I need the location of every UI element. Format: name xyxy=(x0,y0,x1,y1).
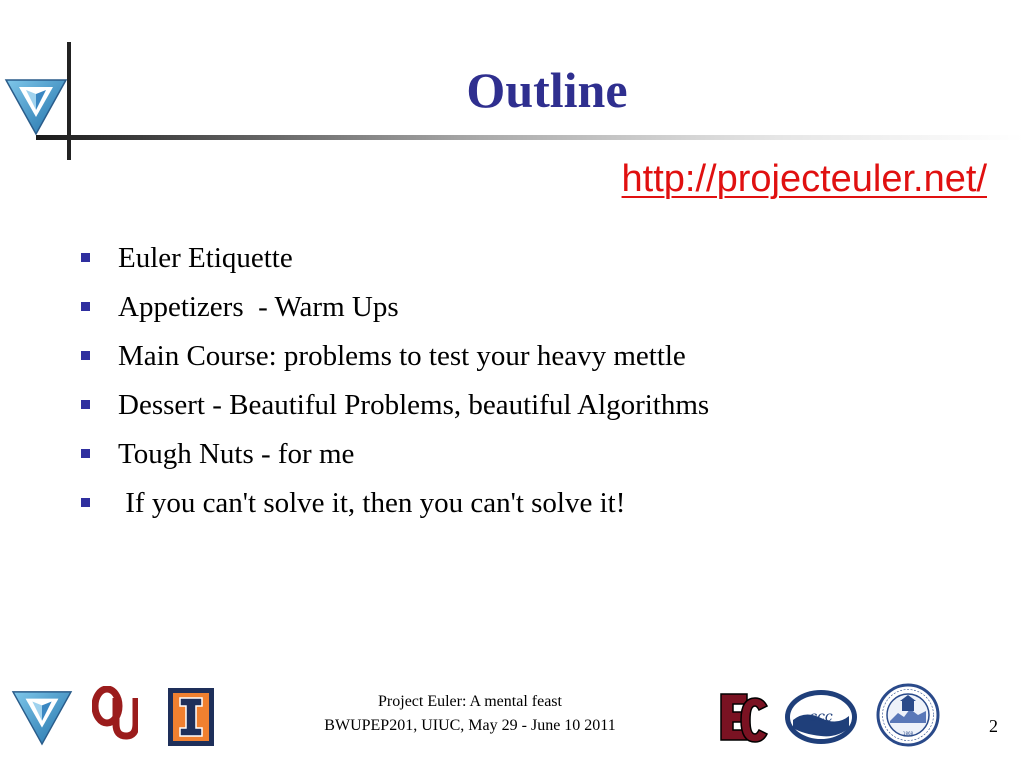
square-bullet-icon xyxy=(81,351,90,360)
slide-title: Outline xyxy=(466,62,628,118)
page-number: 2 xyxy=(989,716,998,736)
illinois-i-logo-icon xyxy=(168,688,214,746)
bullet-text: Dessert - Beautiful Problems, beautiful Algorithms xyxy=(118,389,710,421)
bullet-item xyxy=(76,236,709,285)
square-bullet-icon xyxy=(81,302,90,311)
footer-caption xyxy=(270,690,670,738)
project-euler-link[interactable]: http://projecteuler.net/ xyxy=(621,158,987,200)
footer-line-2: BWUPEP201, UIUC, May 29 - June 10 2011 xyxy=(324,717,616,734)
bullet-item xyxy=(76,334,709,383)
outline-bullet-list xyxy=(76,236,709,530)
bullet-text: Main Course: problems to test your heavy mettle xyxy=(118,340,686,372)
bullet-text: Appetizers - Warm Ups xyxy=(118,291,399,323)
triangle-logo-icon xyxy=(10,688,74,746)
ou-logo-icon xyxy=(92,686,138,746)
square-bullet-icon xyxy=(81,400,90,409)
bullet-text: Tough Nuts - for me xyxy=(118,438,355,470)
square-bullet-icon xyxy=(81,498,90,507)
title-horizontal-rule xyxy=(36,135,1024,140)
svg-text:ccc: ccc xyxy=(809,709,833,725)
square-bullet-icon xyxy=(81,253,90,262)
bullet-item xyxy=(76,432,709,481)
bullet-item xyxy=(76,285,709,334)
bullet-item xyxy=(76,383,709,432)
bullet-text: If you can't solve it, then you can't solve it! xyxy=(118,487,626,519)
footer-line-1: Project Euler: A mental feast xyxy=(378,693,562,710)
svg-text:1868: 1868 xyxy=(902,731,914,736)
square-bullet-icon xyxy=(81,449,90,458)
ccc-logo-icon xyxy=(783,688,859,746)
ec-logo-icon xyxy=(717,690,771,746)
bullet-item xyxy=(76,481,709,530)
bullet-text: Euler Etiquette xyxy=(118,242,293,274)
hampton-seal-icon xyxy=(876,683,940,747)
